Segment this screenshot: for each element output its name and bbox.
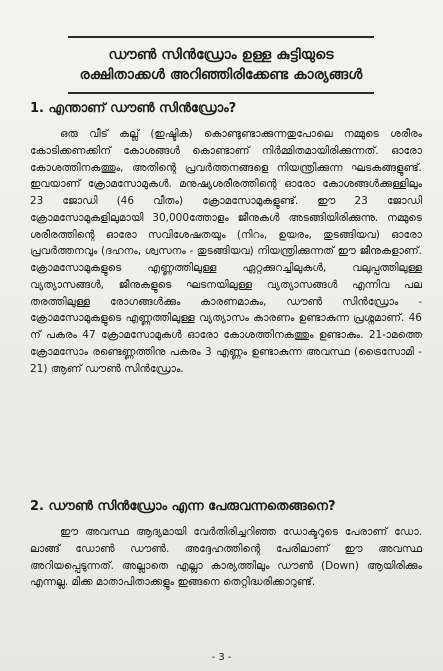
section-1-heading: 1. എന്താണ് ഡൗൺ സിൻഡ്രോം? [30,101,237,116]
section-1-paragraph: ഒരു വീട് കല്ല് (ഇഷ്ടിക) കൊണ്ടുണ്ടാക്കുന്നതുപോലെ നമ്മുടെ ശരീരം കോടിക്കണക്കിന് കോശങ്ങൾ കൊണ്ടാണ് നിർമ്മിതമായിരിക്കുന്നത്. ഓരോ കോശത്തിനകത്തും, അതിന്റെ പ്രവർത്തനങ്ങളെ നിയന്ത്രിക്കുന്ന ഘടകങ്ങളുണ്ട്. ഇവയാണ് ക്രോമസോമുകൾ. മനുഷ്യശരീരത്തിന്റെ ഓരോ കോശങ്ങൾക്കുള്ളിലും 23 ജോഡി (46 വീതം) ക്രോമസോമുകളുണ്ട്. ഈ 23 ജോഡി ക്രോമസോമുകളിലുമായി 30,000ത്തോളം ജീനുകൾ അടങ്ങിയിരിക്കുന്നു. നമ്മുടെ ശരീരത്തിന്റെ ഓരോ സവിശേഷതയും (നിറം, ഉയരം, തുടങ്ങിയവ) ഓരോ പ്രവർത്തനവും (ദഹനം, ശ്വസനം - തുടങ്ങിയവ) നിയന്ത്രിക്കുന്നത് ഈ ജീനുകളാണ്. ക്രോമസോമുകളുടെ എണ്ണത്തിലുള്ള ഏറ്റക്കുറച്ചിലുകൾ, വലുപ്പത്തിലുള്ള വ്യത്യാസങ്ങൾ, ജീനുകളുടെ ഘടനയിലുള്ള വ്യത്യാസങ്ങൾ എന്നിവ പല തരത്തിലുള്ള രോഗങ്ങൾക്കും കാരണമാകും, ഡൗൺ സിൻഡ്രോം - ക്രോമസോമുകളുടെ എണ്ണത്തിലുള്ള വ്യത്യാസം കാരണം ഉണ്ടാകുന്ന പ്രശ്നമാണ്. 46 ന് പകരം 47 ക്രോമസോമുകൾ ഓരോ കോശത്തിനകത്തും ഉണ്ടാകും. 21-ാമത്തെ ക്രോമസോം രണ്ടെണ്ണത്തിനു പകരം 3 എണ്ണം ഉണ്ടാകുന്ന അവസ്ഥ (ട്രൈസോമി - 21) ആണ് ഡൗൺ സിൻഡ്രോം. [30,128,422,375]
page-number: - 3 - [211,652,232,663]
title-line-1: ഡൗൺ സിൻഡ്രോം ഉള്ള കുട്ടിയുടെ [108,47,334,63]
title-line-2: രക്ഷിതാക്കൾ അറിഞ്ഞിരിക്കേണ്ട കാര്യങ്ങൾ [79,67,363,83]
section-2-paragraph: ഈ അവസ്ഥ ആദ്യമായി വേർതിരിച്ചറിഞ്ഞ ഡോക്ടറുടെ പേരാണ് ഡോ. ലാങ്ങ് ഡോൺ ഡൗൺ. അദ്ദേഹത്തിന്റെ പേരിലാണ് ഈ അവസ്ഥ അറിയപ്പെടുന്നത്. അല്ലാതെ എല്ലാ കാര്യത്തിലും ഡൗൺ (Down) ആയിരിക്കും എന്നല്ല. മിക്ക മാതാപിതാക്കളും ഇങ്ങനെ തെറ്റിദ്ധരിക്കാറുണ്ട്. [30,526,422,589]
title-box [68,36,374,94]
section-2-heading: 2. ഡൗൺ സിൻഡ്രോം എന്ന പേരുവന്നതെങ്ങനെ? [30,499,336,514]
